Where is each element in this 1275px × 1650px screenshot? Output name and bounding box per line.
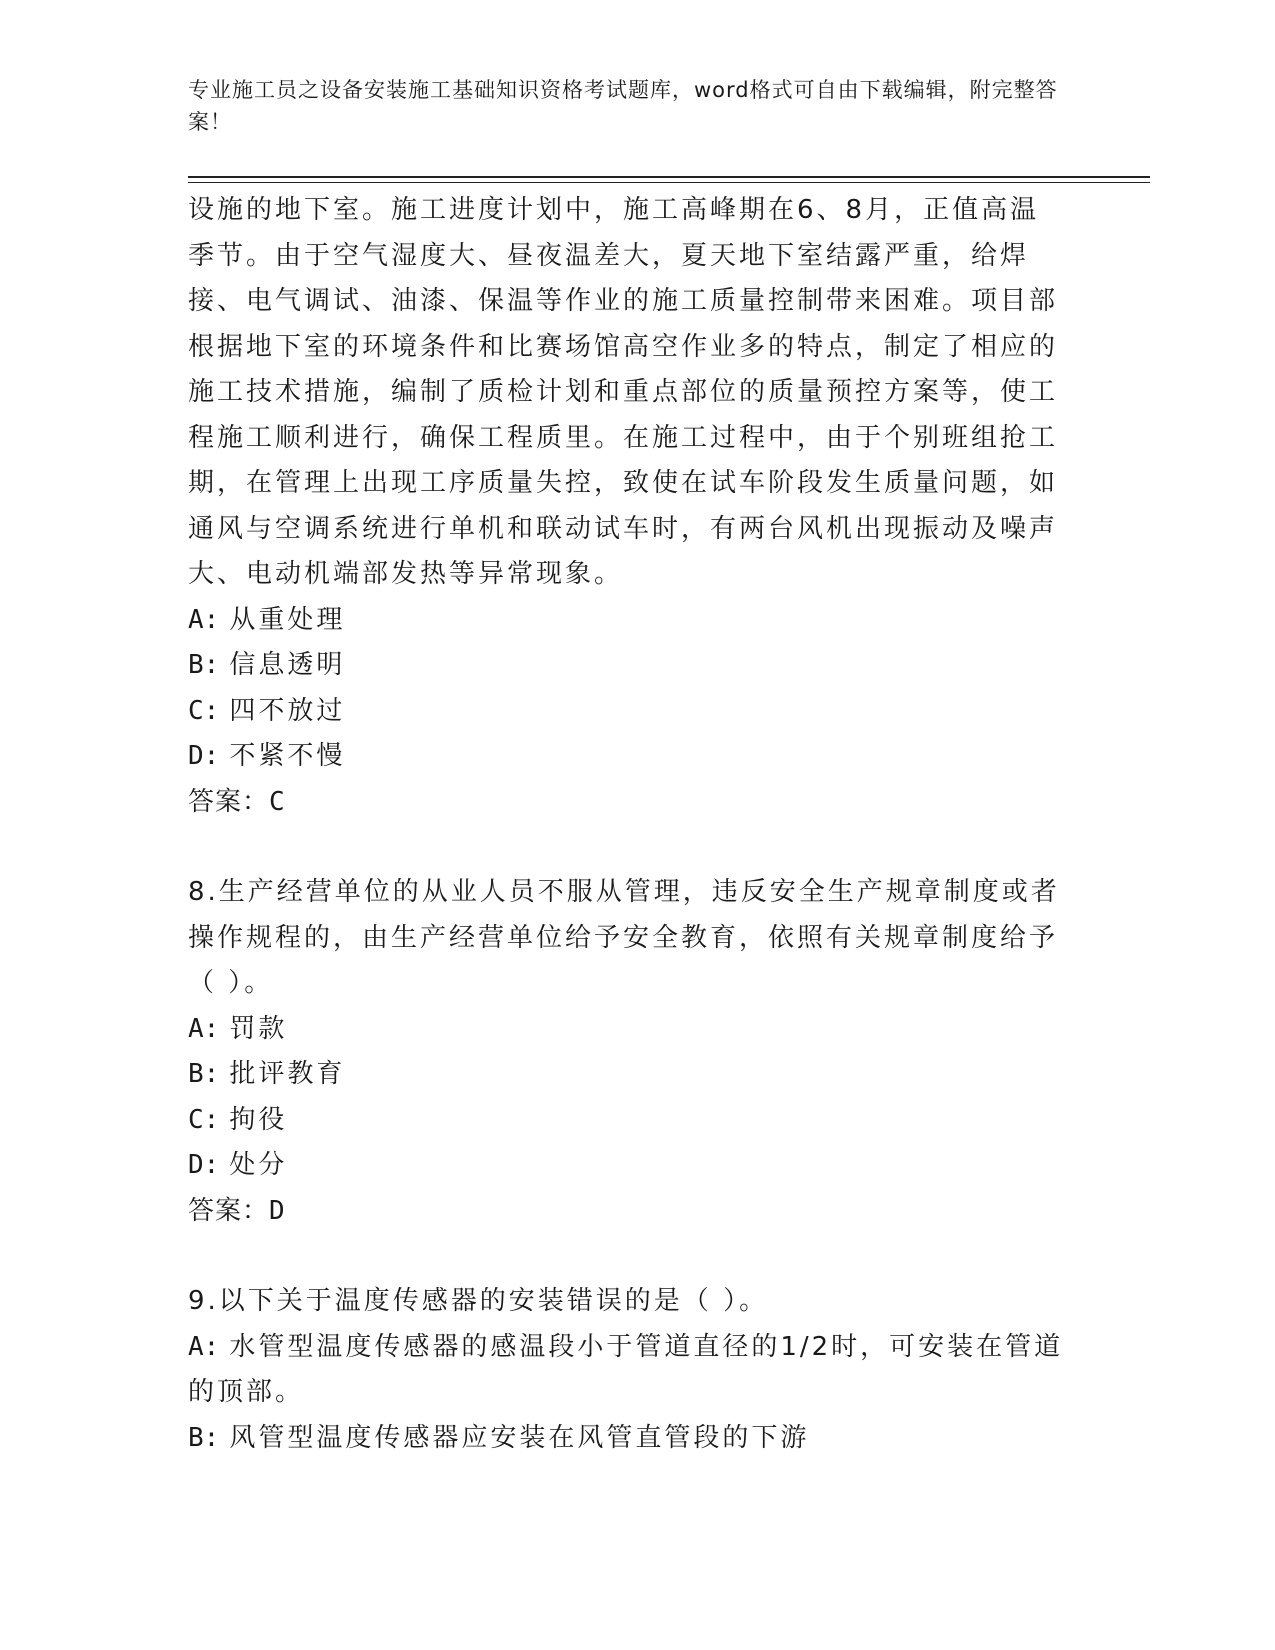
answer-label: 答案：: [188, 1195, 270, 1226]
option-label: D:: [188, 741, 220, 771]
question-8-option-d: [188, 1143, 1068, 1189]
question-7-option-c: [188, 689, 1068, 735]
question-8-stem: 8.生产经营单位的从业人员不服从管理，违反安全生产规章制度或者操作规程的，由生产经营单位给予安全教育，依照有关规章制度给予（ ）。: [188, 877, 1060, 998]
question-8-option-a: [188, 1007, 1068, 1053]
option-label: A:: [188, 1013, 220, 1044]
option-text: 批评教育: [229, 1059, 346, 1089]
option-text: 罚款: [229, 1013, 288, 1044]
question-8-option-b: [188, 1052, 1068, 1098]
option-text: 处分: [229, 1150, 288, 1180]
answer-label: 答案：: [188, 786, 270, 817]
option-label: D:: [188, 1150, 220, 1180]
header-divider-thin: [188, 182, 1150, 183]
option-label: A:: [188, 604, 220, 635]
option-label: C:: [188, 1104, 220, 1135]
option-label: B:: [188, 650, 220, 680]
option-text: 四不放过: [229, 695, 346, 726]
question-7-option-b: [188, 643, 1068, 689]
option-label: B:: [188, 1422, 220, 1453]
question-9-option-b: [188, 1416, 1068, 1462]
option-text: 拘役: [229, 1104, 288, 1135]
option-label: A:: [188, 1331, 220, 1362]
question-8-answer: [188, 1189, 1068, 1235]
question-7-stem: 设施的地下室。施工进度计划中，施工高峰期在6、8月，正值高温季节。由于空气湿度大、昼夜温差大，夏天地下室结露严重，给焊接、电气调试、油漆、保温等作业的施工质量控制带来困难。项目部根据地下室的环境条件和比赛场馆高空作业多的特点，制定了相应的施工技术措施，编制了质检计划和重点部位的质量预控方案等，使工程施工顺利进行，确保工程质里。在施工过程中，由于个别班组抢工期，在管理上出现工序质量失控，致使在试车阶段发生质量问题，如通风与空调系统进行单机和联动试车时，有两台风机出现振动及噪声大、电动机端部发热等异常现象。: [188, 195, 1059, 589]
question-7-option-a: [188, 598, 1068, 644]
spacer: [188, 1234, 1068, 1279]
question-8-option-c: [188, 1098, 1068, 1144]
header-divider-thick: [188, 176, 1150, 178]
question-7-answer: [188, 780, 1068, 826]
spacer: [188, 825, 1068, 870]
option-text: 信息透明: [229, 650, 346, 680]
option-label: B:: [188, 1059, 220, 1089]
option-text: 水管型温度传感器的感温段小于管道直径的1/2时，可安装在管道的顶部。: [188, 1331, 1064, 1407]
answer-value: D: [269, 1195, 286, 1226]
document-header: 专业施工员之设备安装施工基础知识资格考试题库，word格式可自由下载编辑，附完整答案！: [188, 78, 1058, 134]
option-label: C:: [188, 695, 220, 726]
option-text: 风管型温度传感器应安装在风管直管段的下游: [229, 1422, 810, 1453]
option-text: 从重处理: [229, 604, 346, 635]
document-body: [188, 188, 1068, 1461]
question-9-stem: 9.以下关于温度传感器的安装错误的是（ ）。: [188, 1286, 769, 1316]
answer-value: C: [269, 786, 286, 817]
option-text: 不紧不慢: [229, 741, 346, 771]
question-7-option-d: [188, 734, 1068, 780]
question-9-option-a: [188, 1325, 1068, 1416]
